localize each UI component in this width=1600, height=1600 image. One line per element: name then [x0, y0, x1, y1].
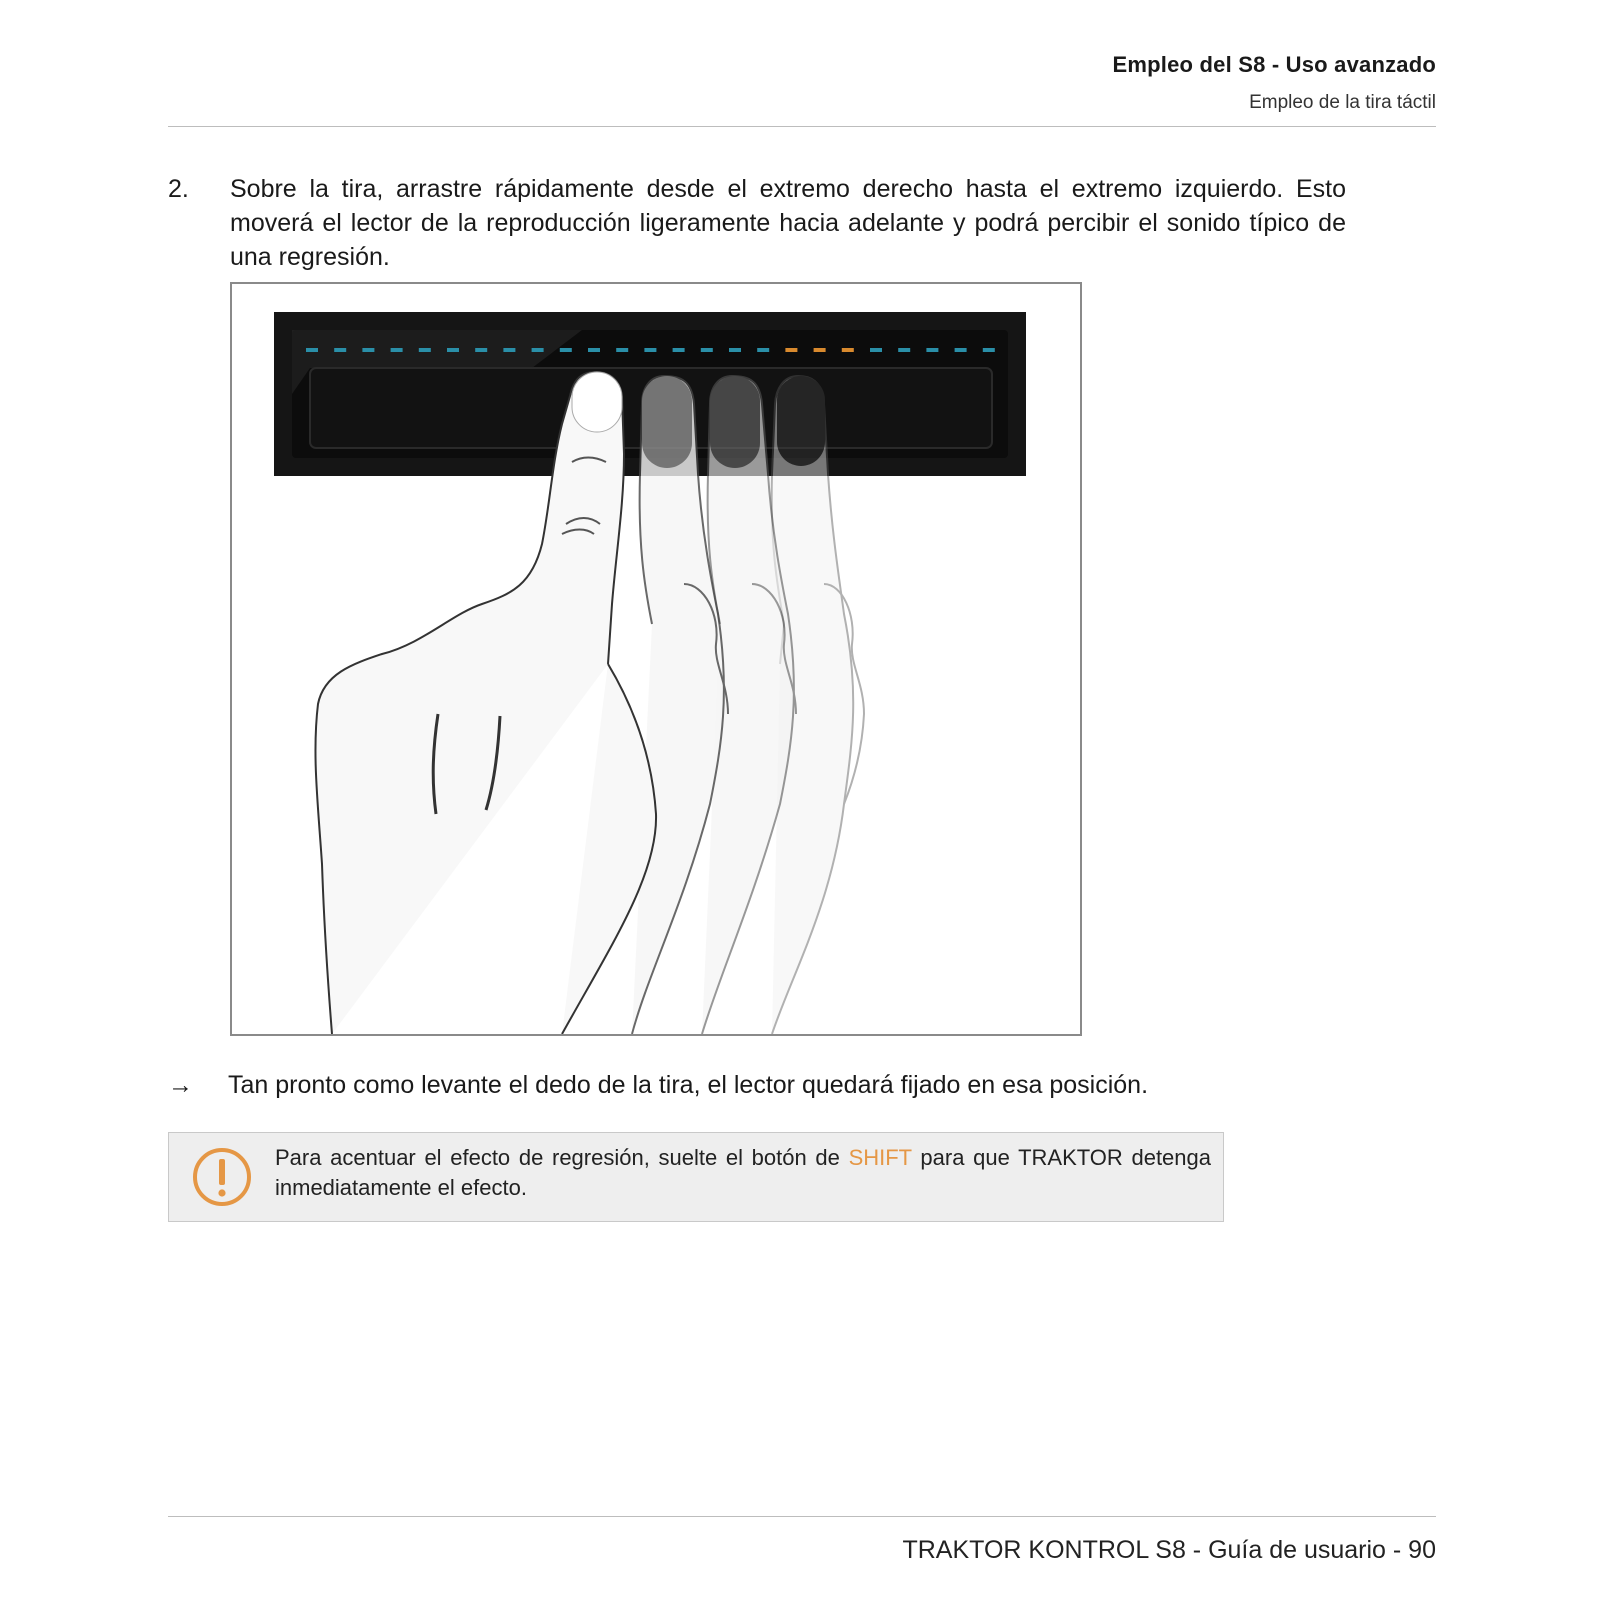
- subsection-title: Empleo de la tira táctil: [1249, 92, 1436, 113]
- finger-swipe-drawing: [232, 284, 1082, 1036]
- page-footer: TRAKTOR KONTROL S8 - Guía de usuario - 90: [902, 1536, 1436, 1564]
- result-arrow-icon: →: [168, 1071, 193, 1099]
- led-segment: [475, 348, 487, 352]
- led-segment: [701, 348, 713, 352]
- shift-keyword: SHIFT: [848, 1145, 912, 1170]
- note-text: [275, 1143, 1211, 1203]
- section-title: Empleo del S8 - Uso avanzado: [1112, 52, 1436, 77]
- led-segment: [306, 348, 318, 352]
- led-segment: [673, 348, 685, 352]
- note-text-after: para que TRAKTOR detenga inmediatamente el efecto.: [275, 1145, 1212, 1200]
- result-text: Tan pronto como levante el dedo de la tira, el lector quedará fijado en esa posición.: [228, 1071, 1149, 1099]
- led-segment: [588, 348, 600, 352]
- led-segment: [447, 348, 459, 352]
- led-segment: [391, 348, 403, 352]
- header-divider: [168, 126, 1436, 127]
- led-segment: [926, 348, 938, 352]
- footer-divider: [168, 1516, 1436, 1517]
- led-segment: [362, 348, 374, 352]
- touch-strip-illustration: [230, 282, 1082, 1036]
- led-segment: [419, 348, 431, 352]
- led-segment: [898, 348, 910, 352]
- led-segment: [334, 348, 346, 352]
- led-segment: [729, 348, 741, 352]
- step-number: 2.: [168, 175, 189, 203]
- note-icon-cell: [169, 1133, 265, 1221]
- led-segment: [785, 348, 797, 352]
- led-segment: [616, 348, 628, 352]
- led-segment: [532, 348, 544, 352]
- note-box: [168, 1132, 1224, 1222]
- note-text-before: Para acentuar el efecto de regresión, suelte el botón de: [275, 1145, 849, 1170]
- led-segment: [560, 348, 572, 352]
- exclamation-circle-icon: [191, 1146, 253, 1208]
- step-text: Sobre la tira, arrastre rápidamente desde el extremo derecho hasta el extremo izquierdo. Esto moverá el lector de la reproducción ligeramente hacia adelante y podrá percibir el sonido típico de una regresión.: [230, 175, 1346, 271]
- led-segment: [955, 348, 967, 352]
- led-segment: [983, 348, 995, 352]
- led-segment: [644, 348, 656, 352]
- led-segment: [870, 348, 882, 352]
- led-segment: [757, 348, 769, 352]
- led-segment: [503, 348, 515, 352]
- led-segment: [814, 348, 826, 352]
- led-segment: [842, 348, 854, 352]
